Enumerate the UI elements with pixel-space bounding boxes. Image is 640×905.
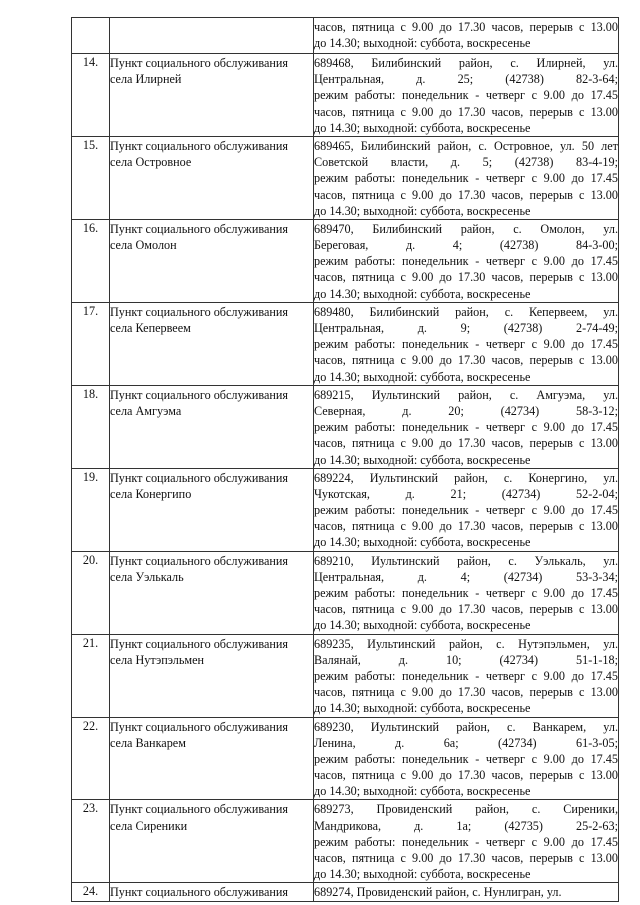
name-line: села Амгуэма bbox=[110, 403, 182, 418]
address-line: часов, пятница с 9.00 до 17.30 часов, перерыв с 13.00 bbox=[314, 519, 618, 534]
address-line: Центральная, д. 9; (42738) 2-74-49; bbox=[314, 321, 618, 335]
table-row bbox=[72, 634, 619, 717]
address-line: 689230, Иультинский район, с. Ванкарем, ул. bbox=[314, 719, 618, 734]
address-line: часов, пятница с 9.00 до 17.30 часов, перерыв с 13.00 bbox=[314, 353, 618, 368]
address-line: часов, пятница с 9.00 до 17.30 часов, перерыв с 13.00 bbox=[314, 602, 618, 617]
service-point-name bbox=[110, 219, 314, 302]
table-row bbox=[72, 136, 619, 219]
address-line: часов, пятница с 9.00 до 17.30 часов, перерыв с 13.00 bbox=[314, 187, 618, 202]
address-line: часов, пятница с 9.00 до 17.30 часов, перерыв с 13.00 bbox=[314, 270, 618, 285]
row-number: 14. bbox=[72, 54, 110, 137]
address-line: Ленина, д. 6а; (42734) 61-3-05; bbox=[314, 735, 618, 750]
name-line: Пункт социального обслуживания bbox=[110, 56, 289, 70]
service-point-name bbox=[110, 468, 314, 551]
service-point-name bbox=[110, 717, 314, 800]
name-line: села Уэлькаль bbox=[110, 569, 184, 584]
row-number: 17. bbox=[72, 302, 110, 385]
service-point-name bbox=[110, 883, 314, 901]
table-row bbox=[72, 219, 619, 302]
address-and-schedule bbox=[314, 883, 619, 901]
address-line: 689235, Иультинский район, с. Нутэпэльмен, ул. bbox=[314, 636, 618, 651]
address-line: 689215, Иультинский район, с. Амгуэма, ул. bbox=[314, 387, 618, 402]
address-line: Советской власти, д. 5; (42738) 83-4-19; bbox=[314, 155, 618, 170]
row-number: 21. bbox=[72, 634, 110, 717]
address-line: режим работы: понедельник - четверг с 9.00 до 17.45 bbox=[314, 254, 618, 269]
table-row bbox=[72, 18, 619, 54]
row-number: 20. bbox=[72, 551, 110, 634]
address-line: до 14.30; выходной: суббота, воскресенье bbox=[314, 867, 531, 882]
address-line: режим работы: понедельник - четверг с 9.00 до 17.45 bbox=[314, 337, 618, 352]
service-point-name bbox=[110, 385, 314, 468]
address-line: 689210, Иультинский район, с. Уэлькаль, ул. bbox=[314, 553, 618, 568]
address-line: часов, пятница с 9.00 до 17.30 часов, перерыв с 13.00 bbox=[314, 768, 618, 783]
address-and-schedule bbox=[314, 18, 619, 54]
address-line: 689468, Билибинский район, с. Илирней, ул. bbox=[314, 56, 618, 70]
address-line: до 14.30; выходной: суббота, воскресенье bbox=[314, 701, 531, 716]
name-line: села Нутэпэльмен bbox=[110, 652, 205, 667]
address-line: режим работы: понедельник - четверг с 9.00 до 17.45 bbox=[314, 586, 618, 600]
address-and-schedule bbox=[314, 634, 619, 717]
address-line: до 14.30; выходной: суббота, воскресенье bbox=[314, 286, 531, 301]
address-line: 689274, Провиденский район, с. Нунлигран, ул. bbox=[314, 885, 562, 900]
address-and-schedule bbox=[314, 136, 619, 219]
name-line: Пункт социального обслуживания bbox=[110, 885, 289, 900]
name-line: Пункт социального обслуживания bbox=[110, 802, 289, 817]
address-line: до 14.30; выходной: суббота, воскресенье bbox=[314, 120, 531, 135]
address-line: режим работы: понедельник - четверг с 9.00 до 17.45 bbox=[314, 503, 618, 518]
address-line: 689465, Билибинский район, с. Островное, ул. 50 лет bbox=[314, 138, 618, 153]
table-row bbox=[72, 551, 619, 634]
name-line: села Омолон bbox=[110, 238, 177, 253]
address-line: режим работы: понедельник - четверг с 9.00 до 17.45 bbox=[314, 88, 618, 103]
row-number: 22. bbox=[72, 717, 110, 800]
name-line: села Илирней bbox=[110, 72, 182, 87]
name-line: Пункт социального обслуживания bbox=[110, 553, 289, 568]
table-row bbox=[72, 385, 619, 468]
address-line: 689480, Билибинский район, с. Кепервеем, ул. bbox=[314, 304, 618, 319]
table-row bbox=[72, 302, 619, 385]
name-line: Пункт социального обслуживания bbox=[110, 636, 289, 651]
table-row bbox=[72, 717, 619, 800]
name-line: села Островное bbox=[110, 155, 192, 170]
name-line: Пункт социального обслуживания bbox=[110, 304, 289, 319]
row-number: 24. bbox=[72, 883, 110, 901]
address-line: часов, пятница с 9.00 до 17.30 часов, перерыв с 13.00 bbox=[314, 104, 618, 119]
address-line: часов, пятница с 9.00 до 17.30 часов, перерыв с 13.00 bbox=[314, 685, 618, 700]
address-line: 689224, Иультинский район, с. Конергино, ул. bbox=[314, 470, 618, 485]
address-line: Чукотская, д. 21; (42734) 52-2-04; bbox=[314, 486, 618, 501]
address-line: до 14.30; выходной: суббота, воскресенье bbox=[314, 36, 531, 51]
address-line: режим работы: понедельник - четверг с 9.00 до 17.45 bbox=[314, 668, 618, 683]
name-line: Пункт социального обслуживания bbox=[110, 138, 289, 153]
row-number: 19. bbox=[72, 468, 110, 551]
address-line: режим работы: понедельник - четверг с 9.00 до 17.45 bbox=[314, 834, 618, 849]
address-line: Валянай, д. 10; (42734) 51-1-18; bbox=[314, 652, 618, 667]
address-and-schedule bbox=[314, 302, 619, 385]
name-line: села Сиреники bbox=[110, 818, 188, 833]
table-row bbox=[72, 468, 619, 551]
service-point-name bbox=[110, 634, 314, 717]
service-point-name bbox=[110, 54, 314, 137]
address-line: до 14.30; выходной: суббота, воскресенье bbox=[314, 618, 531, 633]
service-point-name bbox=[110, 136, 314, 219]
address-and-schedule bbox=[314, 468, 619, 551]
address-line: часов, пятница с 9.00 до 17.30 часов, перерыв с 13.00 bbox=[314, 436, 618, 451]
row-number: 23. bbox=[72, 800, 110, 883]
address-line: режим работы: понедельник - четверг с 9.00 до 17.45 bbox=[314, 171, 618, 186]
table-row bbox=[72, 54, 619, 137]
name-line: Пункт социального обслуживания bbox=[110, 221, 289, 236]
address-line: до 14.30; выходной: суббота, воскресенье bbox=[314, 535, 531, 550]
service-point-name bbox=[110, 551, 314, 634]
row-number bbox=[72, 18, 110, 54]
name-line: Пункт социального обслуживания bbox=[110, 719, 289, 734]
name-line: Пункт социального обслуживания bbox=[110, 387, 289, 402]
address-line: до 14.30; выходной: суббота, воскресенье bbox=[314, 452, 531, 467]
service-point-name bbox=[110, 800, 314, 883]
address-line: до 14.30; выходной: суббота, воскресенье bbox=[314, 369, 531, 384]
address-line: 689273, Провиденский район, с. Сиреники, bbox=[314, 802, 618, 817]
address-line: Береговая, д. 4; (42738) 84-3-00; bbox=[314, 238, 618, 253]
name-line: села Конергипо bbox=[110, 486, 192, 501]
address-line: до 14.30; выходной: суббота, воскресенье bbox=[314, 203, 531, 218]
address-and-schedule bbox=[314, 717, 619, 800]
service-points-table bbox=[71, 17, 619, 902]
address-line: Центральная, д. 4; (42734) 53-3-34; bbox=[314, 569, 618, 584]
row-number: 16. bbox=[72, 219, 110, 302]
row-number: 18. bbox=[72, 385, 110, 468]
name-line: села Ванкарем bbox=[110, 735, 186, 750]
service-point-name bbox=[110, 302, 314, 385]
address-line: Северная, д. 20; (42734) 58-3-12; bbox=[314, 403, 618, 418]
address-and-schedule bbox=[314, 219, 619, 302]
address-line: Мандрикова, д. 1а; (42735) 25-2-63; bbox=[314, 818, 618, 833]
name-line: Пункт социального обслуживания bbox=[110, 470, 289, 485]
address-line: часов, пятница с 9.00 до 17.30 часов, перерыв с 13.00 bbox=[314, 851, 618, 865]
address-line: до 14.30; выходной: суббота, воскресенье bbox=[314, 784, 531, 799]
address-line: часов, пятница с 9.00 до 17.30 часов, перерыв с 13.00 bbox=[314, 20, 618, 34]
address-and-schedule bbox=[314, 54, 619, 137]
address-line: режим работы: понедельник - четверг с 9.00 до 17.45 bbox=[314, 751, 618, 766]
address-and-schedule bbox=[314, 800, 619, 883]
address-line: Центральная, д. 25; (42738) 82-3-64; bbox=[314, 72, 618, 87]
service-point-name bbox=[110, 18, 314, 54]
row-number: 15. bbox=[72, 136, 110, 219]
address-and-schedule bbox=[314, 551, 619, 634]
table-row bbox=[72, 800, 619, 883]
address-line: 689470, Билибинский район, с. Омолон, ул. bbox=[314, 221, 618, 236]
name-line: села Кепервеем bbox=[110, 321, 191, 335]
table-row bbox=[72, 883, 619, 901]
address-and-schedule bbox=[314, 385, 619, 468]
address-line: режим работы: понедельник - четверг с 9.00 до 17.45 bbox=[314, 420, 618, 435]
